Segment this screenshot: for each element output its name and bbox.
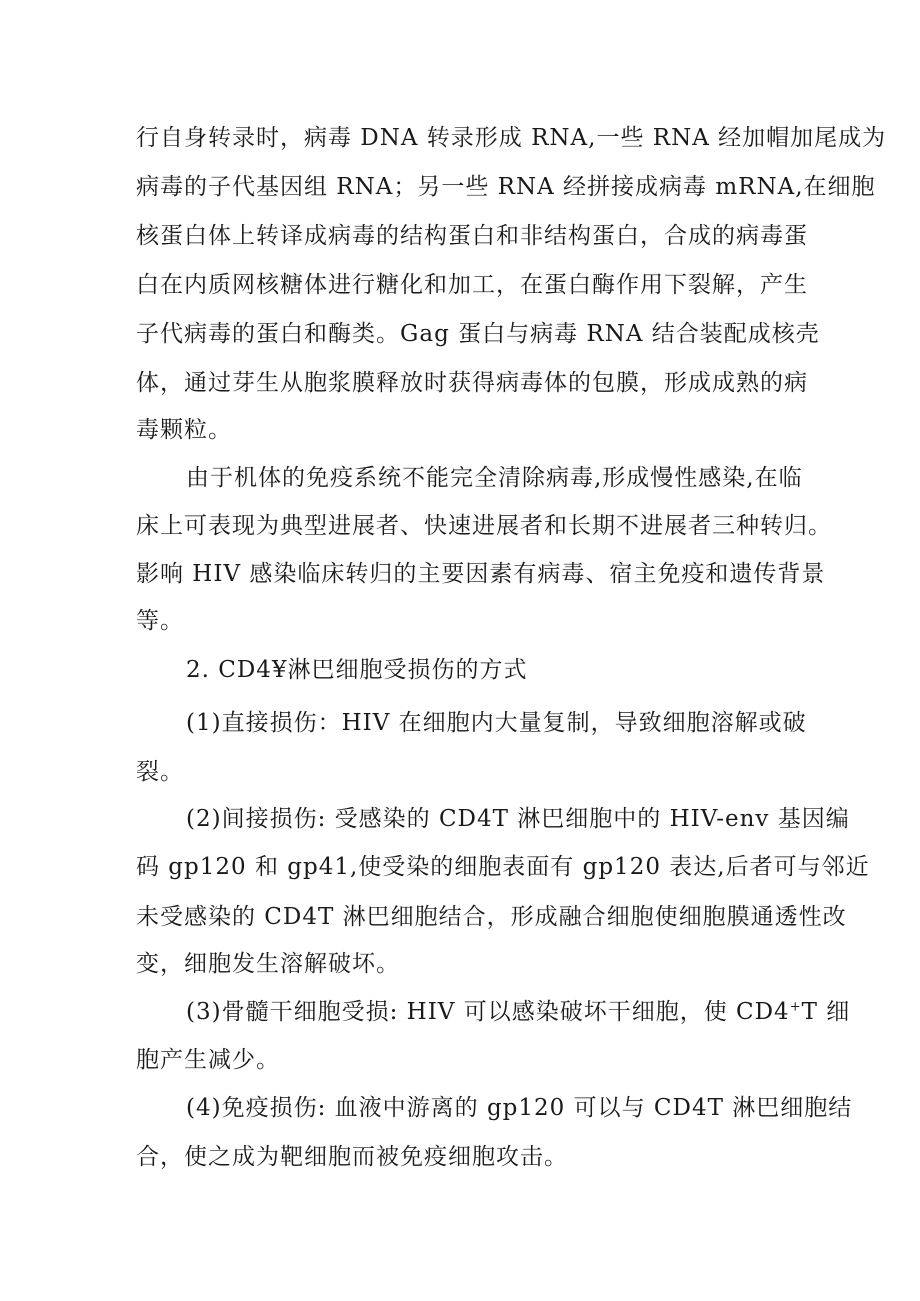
text-line: 影响 HIV 感染临床转归的主要因素有病毒、宿主免疫和遗传背景 bbox=[136, 561, 826, 587]
text-line: 行自身转录时，病毒 DNA 转录形成 RNA,一些 RNA 经加帽加尾成为 bbox=[136, 125, 887, 151]
superscript: + bbox=[789, 999, 802, 1015]
text-line: (2)间接损伤: 受感染的 CD4T 淋巴细胞中的 HIV-env 基因编 bbox=[186, 806, 850, 832]
text-segment: (3)骨髓干细胞受损: HIV 可以感染破坏干细胞，使 CD4 bbox=[186, 999, 790, 1025]
text-line: (1)直接损伤：HIV 在细胞内大量复制，导致细胞溶解或破 bbox=[186, 710, 807, 736]
text-line: 体，通过芽生从胞浆膜释放时获得病毒体的包膜，形成成熟的病 bbox=[136, 370, 808, 396]
text-line: 由于机体的免疫系统不能完全清除病毒,形成慢性感染,在临 bbox=[186, 465, 803, 491]
text-line: 毒颗粒。 bbox=[136, 417, 232, 443]
section-heading: 2. CD4¥淋巴细胞受损伤的方式 bbox=[186, 657, 528, 683]
text-line bbox=[186, 996, 850, 1028]
text-line: 核蛋白体上转译成病毒的结构蛋白和非结构蛋白，合成的病毒蛋 bbox=[136, 223, 808, 249]
text-line: 裂。 bbox=[136, 759, 184, 785]
text-line: 未受感染的 CD4T 淋巴细胞结合，形成融合细胞使细胞膜通透性改 bbox=[136, 904, 847, 930]
text-line: 变，细胞发生溶解破坏。 bbox=[136, 951, 400, 977]
text-line: 胞产生减少。 bbox=[136, 1047, 280, 1073]
text-line: 等。 bbox=[136, 608, 184, 634]
text-line: (4)免疫损伤: 血液中游离的 gp120 可以与 CD4T 淋巴细胞结 bbox=[186, 1095, 853, 1121]
text-line: 病毒的子代基因组 RNA；另一些 RNA 经拼接成病毒 mRNA,在细胞 bbox=[136, 174, 876, 200]
text-line: 码 gp120 和 gp41,使受染的细胞表面有 gp120 表达,后者可与邻近 bbox=[136, 854, 870, 880]
text-line: 白在内质网核糖体进行糖化和加工，在蛋白酶作用下裂解，产生 bbox=[136, 272, 808, 298]
text-line: 子代病毒的蛋白和酶类。Gag 蛋白与病毒 RNA 结合装配成核壳 bbox=[136, 321, 820, 347]
text-line: 床上可表现为典型进展者、快速进展者和长期不进展者三种转归。 bbox=[136, 513, 832, 539]
text-line: 合，使之成为靶细胞而被免疫细胞攻击。 bbox=[136, 1144, 568, 1170]
text-segment: T 细 bbox=[801, 999, 851, 1025]
